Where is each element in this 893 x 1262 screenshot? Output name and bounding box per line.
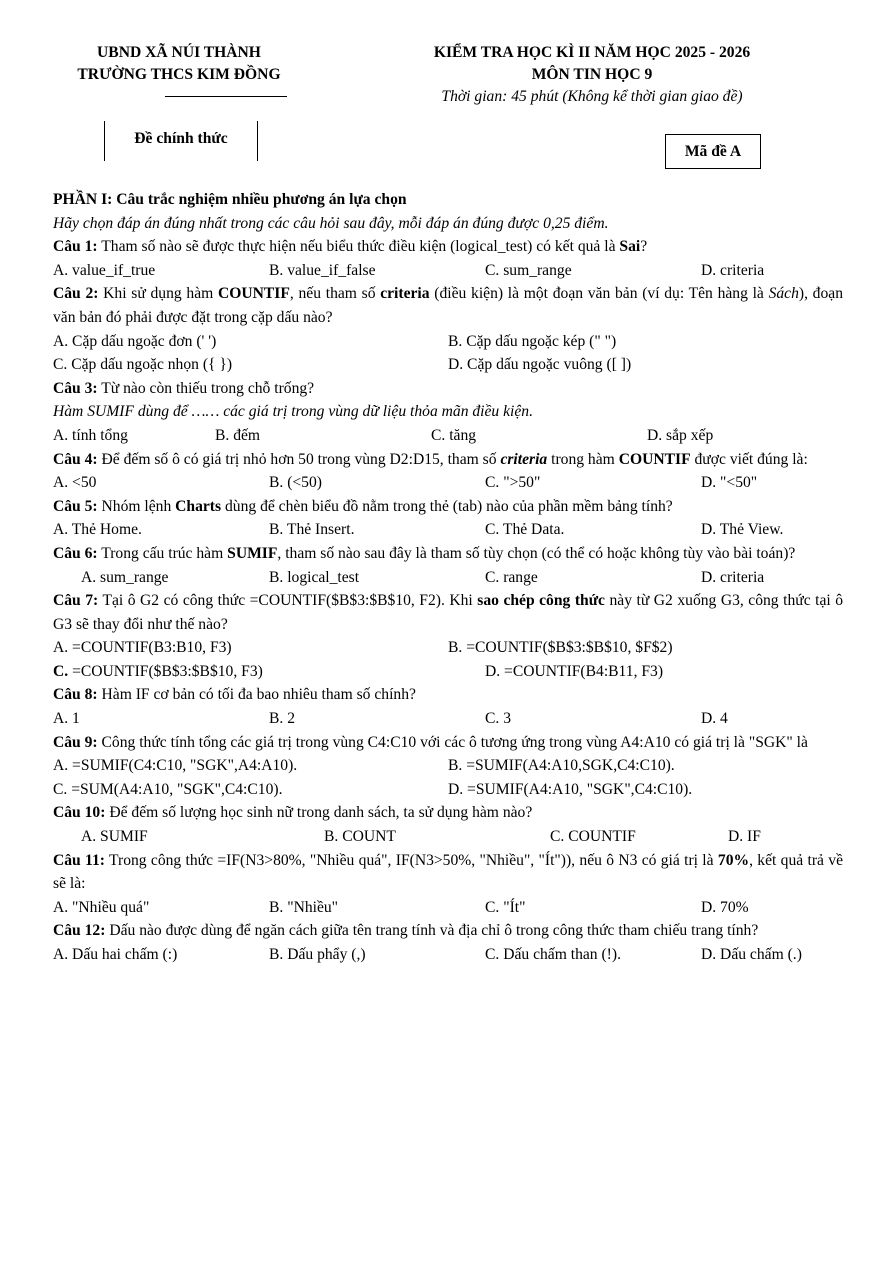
option-d: D. "<50" xyxy=(701,474,758,492)
question-emphasis: 70% xyxy=(717,851,750,869)
option-a: A. tính tổng xyxy=(53,426,128,444)
question-9 xyxy=(53,731,843,755)
question-text: Dấu nào được dùng để ngăn cách giữa tên trang tính và địa chỉ ô trong công thức tham chiếu trang tính? xyxy=(105,922,759,940)
option-b: B. Dấu phẩy (,) xyxy=(269,946,366,963)
option-d: D. criteria xyxy=(701,261,765,279)
option-b: B. =SUMIF(A4:A10,SGK,C4:C10). xyxy=(448,757,675,775)
exam-title-block xyxy=(354,42,830,108)
question-label: Câu 5: xyxy=(53,497,98,515)
option-c: C. tăng xyxy=(431,426,477,444)
exam-code-box: Mã đề A xyxy=(665,134,761,169)
option-c: C. sum_range xyxy=(485,261,572,279)
question-3-sentence: Hàm SUMIF dùng để …… các giá trị trong vùng dữ liệu thỏa mãn điều kiện. xyxy=(53,403,534,421)
exam-title: KIỂM TRA HỌC KÌ II NĂM HỌC 2025 - 2026 xyxy=(433,44,751,61)
option-c: C. range xyxy=(485,568,538,586)
question-8 xyxy=(53,683,843,707)
exam-content xyxy=(53,188,843,967)
question-label: Câu 7: xyxy=(53,592,99,610)
option-a: A. SUMIF xyxy=(81,828,148,846)
school-underline xyxy=(165,96,287,97)
question-text: trong hàm xyxy=(547,450,619,468)
option-c: C. COUNTIF xyxy=(550,828,636,846)
option-d: D. Dấu chấm (.) xyxy=(701,946,802,963)
option-b: B. đếm xyxy=(215,426,261,444)
option-c xyxy=(53,660,485,684)
question-text: Tham số nào sẽ được thực hiện nếu biểu thức điều kiện (logical_test) có kết quả là xyxy=(97,238,620,256)
question-5 xyxy=(53,495,843,519)
question-emphasis: Charts xyxy=(175,497,222,515)
option-d: D. =COUNTIF(B4:B11, F3) xyxy=(485,662,664,680)
option-a: A. Thẻ Home. xyxy=(53,521,142,539)
question-text: này từ G2 xuống G3, công thức tại ô G3 sẽ thay đổi như thế nào? xyxy=(53,592,844,633)
question-2 xyxy=(53,282,843,329)
option-c-text: =COUNTIF($B$3:$B$10, F3) xyxy=(72,662,263,680)
question-label: Câu 8: xyxy=(53,686,98,704)
question-text: ? xyxy=(640,238,648,256)
subject-title: MÔN TIN HỌC 9 xyxy=(531,66,653,83)
option-b: B. COUNT xyxy=(324,828,396,846)
question-emphasis: SUMIF xyxy=(227,544,278,562)
options-9-row1 xyxy=(53,754,843,778)
options-1 xyxy=(53,259,843,283)
option-a: A. Cặp dấu ngoặc đơn (' ') xyxy=(53,332,217,350)
options-11 xyxy=(53,896,843,920)
options-8 xyxy=(53,707,843,731)
options-2-row1 xyxy=(53,330,843,354)
option-a: A. sum_range xyxy=(81,568,169,586)
school-name: TRƯỜNG THCS KIM ĐỒNG xyxy=(77,66,281,83)
question-emphasis: COUNTIF xyxy=(217,285,290,303)
options-4 xyxy=(53,471,843,495)
question-emphasis: criteria xyxy=(500,450,548,468)
options-6 xyxy=(53,566,843,590)
question-label: Câu 11: xyxy=(53,851,105,869)
authority-name: UBND XÃ NÚI THÀNH xyxy=(97,44,261,61)
option-d: D. IF xyxy=(728,828,761,846)
question-text: Công thức tính tổng các giá trị trong vùng C4:C10 với các ô tương ứng trong vùng A4:A10 có giá trị là "SGK" là xyxy=(97,733,808,751)
option-b: B. Cặp dấu ngoặc kép (" ") xyxy=(448,332,617,350)
option-b: B. 2 xyxy=(269,710,295,728)
option-b: B. value_if_false xyxy=(269,261,376,279)
options-12 xyxy=(53,943,843,967)
option-a: A. <50 xyxy=(53,474,97,492)
option-c: C. Cặp dấu ngoặc nhọn ({ }) xyxy=(53,356,233,374)
time-note: Thời gian: 45 phút (Không kể thời gian giao đề) xyxy=(441,88,743,105)
option-d: D. =SUMIF(A4:A10, "SGK",C4:C10). xyxy=(448,780,693,798)
question-label: Câu 6: xyxy=(53,544,98,562)
option-c: C. =SUM(A4:A10, "SGK",C4:C10). xyxy=(53,780,283,798)
option-d: D. sắp xếp xyxy=(647,426,714,444)
option-a: A. Dấu hai chấm (:) xyxy=(53,946,178,963)
option-d: D. 70% xyxy=(701,898,749,916)
question-label: Câu 1: xyxy=(53,238,98,256)
options-10 xyxy=(53,825,843,849)
option-b: B. (<50) xyxy=(269,474,322,492)
question-text: Trong cấu trúc hàm xyxy=(97,544,228,562)
question-1 xyxy=(53,235,843,259)
option-c: C. Dấu chấm than (!). xyxy=(485,946,621,963)
option-c: C. 3 xyxy=(485,710,511,728)
question-text: Trong công thức =IF(N3>80%, "Nhiều quá", IF(N3>50%, "Nhiều", "Ít")), nếu ô N3 có giá trị là xyxy=(104,851,718,869)
question-emphasis: sao chép công thức xyxy=(477,592,605,610)
question-text: được viết đúng là: xyxy=(690,450,808,468)
question-text: (điều kiện) là một đoạn văn bản (ví dụ: Tên hàng là xyxy=(429,285,769,303)
option-d: D. Thẻ View. xyxy=(701,521,784,539)
options-2-row2 xyxy=(53,353,843,377)
options-7-row1 xyxy=(53,636,843,660)
question-6 xyxy=(53,542,843,566)
option-c-label: C. xyxy=(53,662,69,680)
option-a: A. =SUMIF(C4:C10, "SGK",A4:A10). xyxy=(53,757,298,775)
section-instruction: Hãy chọn đáp án đúng nhất trong các câu hỏi sau đây, mỗi đáp án đúng được 0,25 điểm. xyxy=(53,214,609,232)
option-a: A. 1 xyxy=(53,710,80,728)
question-text: Khi sử dụng hàm xyxy=(98,285,218,303)
question-label: Câu 2: xyxy=(53,285,99,303)
question-text: dùng để chèn biểu đồ nằm trong thẻ (tab) nào của phần mềm bảng tính? xyxy=(221,497,673,515)
question-text: Tại ô G2 có công thức =COUNTIF($B$3:$B$10, F2). Khi xyxy=(98,592,478,610)
question-text: , nếu tham số xyxy=(289,285,381,303)
question-text: Từ nào còn thiếu trong chỗ trống? xyxy=(97,379,315,397)
question-text: , tham số nào sau đây là tham số tùy chọn (có thể có hoặc không tùy vào bài toán)? xyxy=(277,544,796,562)
option-a: A. value_if_true xyxy=(53,261,156,279)
question-text: ), đoạn văn bản đó phải được đặt trong cặp dấu nào? xyxy=(53,285,843,326)
question-10 xyxy=(53,801,843,825)
option-b: B. logical_test xyxy=(269,568,360,586)
option-c: C. "Ít" xyxy=(485,898,526,916)
question-7 xyxy=(53,589,843,636)
official-label: Đề chính thức xyxy=(104,121,258,161)
question-label: Câu 9: xyxy=(53,733,98,751)
question-text: Nhóm lệnh xyxy=(97,497,176,515)
question-emphasis: criteria xyxy=(380,285,430,303)
question-emphasis: COUNTIF xyxy=(618,450,691,468)
options-7-row2 xyxy=(53,660,843,684)
question-11 xyxy=(53,849,843,896)
question-emphasis: Sai xyxy=(619,238,641,256)
question-label: Câu 4: xyxy=(53,450,98,468)
option-b: B. =COUNTIF($B$3:$B$10, $F$2) xyxy=(448,639,673,657)
question-12 xyxy=(53,919,843,943)
question-label: Câu 12: xyxy=(53,922,106,940)
question-label: Câu 3: xyxy=(53,379,98,397)
question-label: Câu 10: xyxy=(53,804,106,822)
options-9-row2 xyxy=(53,778,843,802)
question-3 xyxy=(53,377,843,401)
question-text: Hàm IF cơ bản có tối đa bao nhiêu tham số chính? xyxy=(97,686,416,704)
option-d: D. criteria xyxy=(701,568,765,586)
options-5 xyxy=(53,518,843,542)
question-4 xyxy=(53,448,843,472)
school-block xyxy=(44,42,314,86)
question-italic: Sách xyxy=(768,285,799,303)
option-b: B. Thẻ Insert. xyxy=(269,521,355,539)
option-d: D. Cặp dấu ngoặc vuông ([ ]) xyxy=(448,356,632,374)
option-d: D. 4 xyxy=(701,710,728,728)
option-a: A. "Nhiều quá" xyxy=(53,898,150,916)
option-c: C. Thẻ Data. xyxy=(485,521,565,539)
options-3 xyxy=(53,424,843,448)
question-text: Để đếm số ô có giá trị nhỏ hơn 50 trong vùng D2:D15, tham số xyxy=(97,450,501,468)
question-text: , kết quả trả về sẽ là: xyxy=(53,851,843,893)
option-b: B. "Nhiều" xyxy=(269,898,339,916)
option-a: A. =COUNTIF(B3:B10, F3) xyxy=(53,639,232,657)
section-title: PHẦN I: Câu trắc nghiệm nhiều phương án lựa chọn xyxy=(53,191,407,208)
option-c: C. ">50" xyxy=(485,474,541,492)
question-text: Để đếm số lượng học sinh nữ trong danh sách, ta sử dụng hàm nào? xyxy=(105,804,533,822)
